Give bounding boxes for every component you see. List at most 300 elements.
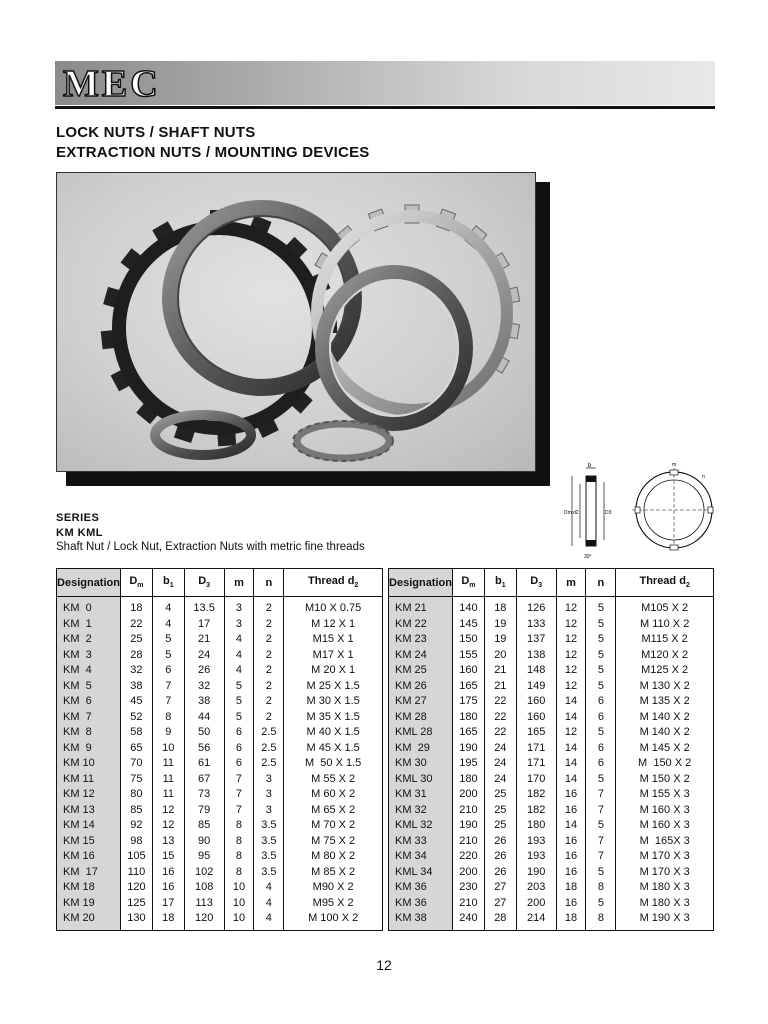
table-cell: 7 (224, 803, 254, 819)
table-cell: M 55 X 2 (284, 772, 383, 788)
table-cell: 95 (184, 849, 224, 865)
table-cell: M 30 X 1.5 (284, 694, 383, 710)
table-cell: 18 (484, 597, 516, 617)
table-row (57, 741, 383, 757)
table-cell: 165 (452, 679, 484, 695)
series-name: KM KML (56, 527, 103, 539)
designation-cell: KM 22 (389, 617, 453, 633)
dim-d2: d2 (573, 510, 579, 516)
table-cell: 25 (120, 632, 152, 648)
table-cell: 2 (254, 617, 284, 633)
table-cell: 171 (516, 756, 556, 772)
designation-cell: KML 28 (389, 725, 453, 741)
table-cell: 2.5 (254, 725, 284, 741)
table-cell: 12 (556, 597, 586, 617)
table-cell: 19 (484, 632, 516, 648)
designation-cell: KM 0 (57, 597, 121, 617)
table-row (57, 725, 383, 741)
table-cell: 65 (120, 741, 152, 757)
table-cell: M 85 X 2 (284, 865, 383, 881)
table-cell: M 170 X 3 (616, 849, 714, 865)
table-cell: 3.5 (254, 865, 284, 881)
table-cell: M 180 X 3 (616, 896, 714, 912)
designation-cell: KM 28 (389, 710, 453, 726)
dim-b1: b (588, 463, 592, 469)
table-cell: 6 (224, 756, 254, 772)
table-cell: 24 (484, 741, 516, 757)
table-row (389, 725, 714, 741)
table-cell: 17 (152, 896, 184, 912)
table-cell: 4 (224, 663, 254, 679)
table-cell: M 35 X 1.5 (284, 710, 383, 726)
table-cell: 2.5 (254, 741, 284, 757)
table-cell: 175 (452, 694, 484, 710)
table-cell: 7 (224, 787, 254, 803)
table-cell: 61 (184, 756, 224, 772)
table-cell: M 135 X 2 (616, 694, 714, 710)
table-cell: 13.5 (184, 597, 224, 617)
table-cell: 148 (516, 663, 556, 679)
table-row (389, 710, 714, 726)
table-cell: 4 (254, 880, 284, 896)
column-header-subscript: m (137, 582, 144, 590)
table-cell: 5 (586, 865, 616, 881)
table-cell: 14 (556, 710, 586, 726)
table-cell: 25 (484, 803, 516, 819)
column-header (152, 569, 184, 597)
table-row (389, 772, 714, 788)
table-cell: 21 (484, 663, 516, 679)
column-header-label: n (597, 576, 605, 589)
table-cell: 3.5 (254, 834, 284, 850)
table-cell: M 65 X 2 (284, 803, 383, 819)
table-cell: 16 (556, 849, 586, 865)
table-row (57, 772, 383, 788)
table-cell: M 160 X 3 (616, 803, 714, 819)
table-cell: M90 X 2 (284, 880, 383, 896)
table-cell: M 110 X 2 (616, 617, 714, 633)
table-cell: 92 (120, 818, 152, 834)
designation-cell: KM 4 (57, 663, 121, 679)
designation-cell: KM 19 (57, 896, 121, 912)
table-cell: 5 (586, 632, 616, 648)
table-cell: 14 (556, 741, 586, 757)
table-cell: M15 X 1 (284, 632, 383, 648)
table-cell: M 70 X 2 (284, 818, 383, 834)
dim-n: n (702, 474, 705, 480)
table-cell: 11 (152, 756, 184, 772)
table-row (57, 632, 383, 648)
table-cell: 203 (516, 880, 556, 896)
table-cell: 28 (120, 648, 152, 664)
table-cell: 16 (152, 880, 184, 896)
table-cell: 44 (184, 710, 224, 726)
table-row (57, 911, 383, 930)
column-header-subscript: 3 (206, 582, 211, 590)
table-cell: 5 (224, 710, 254, 726)
table-cell: M95 X 2 (284, 896, 383, 912)
table-cell: 165 (452, 725, 484, 741)
designation-cell: KM 20 (57, 911, 121, 930)
designation-cell: KM 24 (389, 648, 453, 664)
table-cell: 10 (224, 880, 254, 896)
table-cell: M 80 X 2 (284, 849, 383, 865)
table-cell: 22 (484, 710, 516, 726)
designation-cell: KM 36 (389, 880, 453, 896)
table-cell: 200 (452, 865, 484, 881)
table-cell: M 180 X 3 (616, 880, 714, 896)
table-header-row (389, 569, 714, 597)
designation-cell: KM 29 (389, 741, 453, 757)
designation-cell: KM 32 (389, 803, 453, 819)
table-cell: 26 (484, 865, 516, 881)
table-cell: 21 (184, 632, 224, 648)
table-cell: 240 (452, 911, 484, 930)
table-cell: 8 (224, 849, 254, 865)
table-cell: 130 (120, 911, 152, 930)
table-cell: 5 (586, 725, 616, 741)
table-cell: 24 (184, 648, 224, 664)
table-row (389, 818, 714, 834)
table-cell: M 25 X 1.5 (284, 679, 383, 695)
table-cell: 27 (484, 896, 516, 912)
table-cell: 38 (120, 679, 152, 695)
table-row (57, 648, 383, 664)
designation-cell: KM 36 (389, 896, 453, 912)
table-cell: 18 (556, 880, 586, 896)
series-description: Shaft Nut / Lock Nut, Extraction Nuts with metric fine threads (56, 541, 365, 553)
spec-table-left (56, 568, 383, 931)
table-cell: 17 (184, 617, 224, 633)
table-cell: 105 (120, 849, 152, 865)
table-cell: 25 (484, 818, 516, 834)
table-cell: 98 (120, 834, 152, 850)
table-row (57, 834, 383, 850)
designation-cell: KM 25 (389, 663, 453, 679)
table-cell: 16 (556, 787, 586, 803)
table-cell: 190 (516, 865, 556, 881)
table-cell: 170 (516, 772, 556, 788)
designation-cell: KM 21 (389, 597, 453, 617)
column-header (452, 569, 484, 597)
column-header-subscript: 1 (501, 582, 506, 590)
designation-cell: KM 8 (57, 725, 121, 741)
table-cell: 70 (120, 756, 152, 772)
table-cell: 5 (586, 663, 616, 679)
table-cell: 7 (586, 849, 616, 865)
table-cell: 8 (586, 911, 616, 930)
table-cell: 102 (184, 865, 224, 881)
table-cell: 16 (556, 896, 586, 912)
table-row (57, 787, 383, 803)
designation-cell: KM 27 (389, 694, 453, 710)
lock-nuts-illustration (57, 173, 535, 471)
table-cell: 5 (152, 648, 184, 664)
table-row (57, 880, 383, 896)
table-cell: 73 (184, 787, 224, 803)
table-cell: 220 (452, 849, 484, 865)
designation-cell: KM 11 (57, 772, 121, 788)
table-cell: 195 (452, 756, 484, 772)
table-cell: 32 (120, 663, 152, 679)
table-cell: 2.5 (254, 756, 284, 772)
table-cell: 8 (152, 710, 184, 726)
table-cell: 22 (120, 617, 152, 633)
table-cell: 14 (556, 694, 586, 710)
table-cell: 133 (516, 617, 556, 633)
table-cell: M 75 X 2 (284, 834, 383, 850)
column-header-subscript: 1 (169, 582, 174, 590)
table-cell: M 140 X 2 (616, 710, 714, 726)
table-cell: 50 (184, 725, 224, 741)
column-header-subscript: 2 (685, 582, 690, 590)
dim-m: m (672, 462, 677, 468)
designation-cell: KM 5 (57, 679, 121, 695)
table-row (57, 865, 383, 881)
designation-cell: KM 2 (57, 632, 121, 648)
designation-cell: KM 6 (57, 694, 121, 710)
table-cell: 200 (452, 787, 484, 803)
designation-cell: KM 38 (389, 911, 453, 930)
table-cell: 3.5 (254, 818, 284, 834)
table-cell: 38 (184, 694, 224, 710)
column-header (184, 569, 224, 597)
designation-cell: KM 16 (57, 849, 121, 865)
table-cell: 3 (254, 787, 284, 803)
table-cell: 190 (452, 741, 484, 757)
table-cell: 58 (120, 725, 152, 741)
designation-cell: KM 14 (57, 818, 121, 834)
table-cell: 11 (152, 772, 184, 788)
designation-cell: KML 34 (389, 865, 453, 881)
table-cell: 12 (556, 648, 586, 664)
table-cell: 200 (516, 896, 556, 912)
column-header-subscript: m (469, 582, 476, 590)
table-cell: 193 (516, 849, 556, 865)
table-cell: 3.5 (254, 849, 284, 865)
column-header-subscript: 2 (354, 582, 359, 590)
column-header (120, 569, 152, 597)
table-cell: 14 (556, 772, 586, 788)
table-cell: 210 (452, 834, 484, 850)
spec-table-right (388, 568, 714, 931)
designation-cell: KM 7 (57, 710, 121, 726)
column-header-label: D (198, 575, 207, 588)
page-number: 12 (376, 957, 392, 973)
column-header (556, 569, 586, 597)
column-header (586, 569, 616, 597)
designation-cell: KML 30 (389, 772, 453, 788)
designation-cell: KM 23 (389, 632, 453, 648)
table-row (57, 849, 383, 865)
table-cell: 7 (224, 772, 254, 788)
designation-cell: KM 3 (57, 648, 121, 664)
table-cell: M 150 X 2 (616, 772, 714, 788)
dim-dm: Dm (564, 510, 572, 516)
table-row (57, 694, 383, 710)
table-cell: 22 (484, 694, 516, 710)
table-cell: 149 (516, 679, 556, 695)
column-header (616, 569, 714, 597)
table-cell: 160 (516, 694, 556, 710)
table-row (389, 632, 714, 648)
column-header-label: b (495, 575, 502, 588)
table-cell: 7 (152, 694, 184, 710)
table-cell: 193 (516, 834, 556, 850)
column-header-label: Designation (57, 576, 120, 589)
table-cell: 79 (184, 803, 224, 819)
table-row (389, 617, 714, 633)
column-header-label: Designation (389, 576, 452, 589)
table-cell: M 150 X 2 (616, 756, 714, 772)
table-cell: 9 (152, 725, 184, 741)
table-cell: 10 (224, 911, 254, 930)
table-row (57, 896, 383, 912)
column-header-label: D (461, 575, 470, 588)
table-cell: 16 (556, 834, 586, 850)
table-cell: 75 (120, 772, 152, 788)
dim-angle: 30° (584, 554, 592, 560)
table-cell: 138 (516, 648, 556, 664)
table-cell: 14 (556, 756, 586, 772)
table-row (389, 896, 714, 912)
table-cell: 26 (184, 663, 224, 679)
table-row (389, 694, 714, 710)
table-row (57, 710, 383, 726)
designation-cell: KM 31 (389, 787, 453, 803)
table-cell: 13 (152, 834, 184, 850)
table-cell: 6 (586, 694, 616, 710)
table-cell: M10 X 0.75 (284, 597, 383, 617)
table-cell: M 145 X 2 (616, 741, 714, 757)
table-cell: 7 (152, 679, 184, 695)
table-cell: 4 (152, 597, 184, 617)
table-cell: M 155 X 3 (616, 787, 714, 803)
table-cell: 12 (556, 679, 586, 695)
table-cell: 19 (484, 617, 516, 633)
table-cell: 3 (224, 597, 254, 617)
table-cell: 4 (224, 632, 254, 648)
table-cell: 2 (254, 632, 284, 648)
table-cell: 12 (556, 617, 586, 633)
table-cell: 16 (556, 803, 586, 819)
table-cell: 12 (556, 632, 586, 648)
column-header-label: b (162, 575, 170, 588)
table-cell: M125 X 2 (616, 663, 714, 679)
designation-cell: KM 15 (57, 834, 121, 850)
table-cell: 28 (484, 911, 516, 930)
table-cell: M 40 X 1.5 (284, 725, 383, 741)
table-cell: 3 (254, 803, 284, 819)
designation-cell: KM 1 (57, 617, 121, 633)
table-cell: 18 (152, 911, 184, 930)
table-cell: 11 (152, 787, 184, 803)
table-cell: 67 (184, 772, 224, 788)
table-cell: 21 (484, 679, 516, 695)
designation-cell: KM 18 (57, 880, 121, 896)
table-cell: 8 (224, 834, 254, 850)
column-header (389, 569, 453, 597)
table-cell: 4 (224, 648, 254, 664)
table-cell: 214 (516, 911, 556, 930)
designation-cell: KML 32 (389, 818, 453, 834)
table-cell: 5 (152, 632, 184, 648)
table-cell: M 160 X 3 (616, 818, 714, 834)
column-header (484, 569, 516, 597)
table-cell: 5 (586, 648, 616, 664)
column-header-label: n (265, 576, 273, 589)
table-cell: 7 (586, 803, 616, 819)
table-cell: M 190 X 3 (616, 911, 714, 930)
table-cell: 18 (120, 597, 152, 617)
table-cell: 26 (484, 849, 516, 865)
table-cell: 10 (152, 741, 184, 757)
table-cell: 24 (484, 756, 516, 772)
column-header-label: Thread d (307, 575, 355, 588)
table-row (57, 663, 383, 679)
table-cell: 140 (452, 597, 484, 617)
table-row (57, 597, 383, 617)
designation-cell: KM 33 (389, 834, 453, 850)
table-cell: M 20 X 1 (284, 663, 383, 679)
table-cell: 10 (224, 896, 254, 912)
table-cell: 5 (586, 679, 616, 695)
table-cell: 2 (254, 710, 284, 726)
table-row (389, 865, 714, 881)
table-cell: 6 (586, 741, 616, 757)
table-cell: 4 (254, 911, 284, 930)
table-cell: 210 (452, 896, 484, 912)
table-cell: 5 (586, 597, 616, 617)
table-row (389, 648, 714, 664)
table-row (389, 679, 714, 695)
table-cell: 85 (120, 803, 152, 819)
table-cell: M 170 X 3 (616, 865, 714, 881)
column-header (224, 569, 254, 597)
table-row (389, 880, 714, 896)
table-cell: 12 (152, 803, 184, 819)
table-cell: 137 (516, 632, 556, 648)
header-rule (55, 106, 715, 109)
table-cell: 171 (516, 741, 556, 757)
table-row (389, 663, 714, 679)
table-cell: 25 (484, 787, 516, 803)
table-cell: M 50 X 1.5 (284, 756, 383, 772)
table-cell: 182 (516, 787, 556, 803)
designation-cell: KM 30 (389, 756, 453, 772)
designation-cell: KM 13 (57, 803, 121, 819)
table-cell: 15 (152, 849, 184, 865)
series-label: SERIES (56, 512, 100, 524)
table-cell: 12 (152, 818, 184, 834)
table-cell: 26 (484, 834, 516, 850)
table-cell: 125 (120, 896, 152, 912)
table-cell: 180 (516, 818, 556, 834)
table-cell: 3 (224, 617, 254, 633)
table-cell: 5 (586, 896, 616, 912)
table-cell: 32 (184, 679, 224, 695)
table-cell: 20 (484, 648, 516, 664)
table-cell: 180 (452, 772, 484, 788)
column-header-label: Thread d (639, 575, 686, 588)
table-cell: 190 (452, 818, 484, 834)
table-cell: 5 (586, 818, 616, 834)
table-cell: 16 (152, 865, 184, 881)
table-cell: 45 (120, 694, 152, 710)
table-cell: 52 (120, 710, 152, 726)
column-header (254, 569, 284, 597)
table-cell: 4 (152, 617, 184, 633)
